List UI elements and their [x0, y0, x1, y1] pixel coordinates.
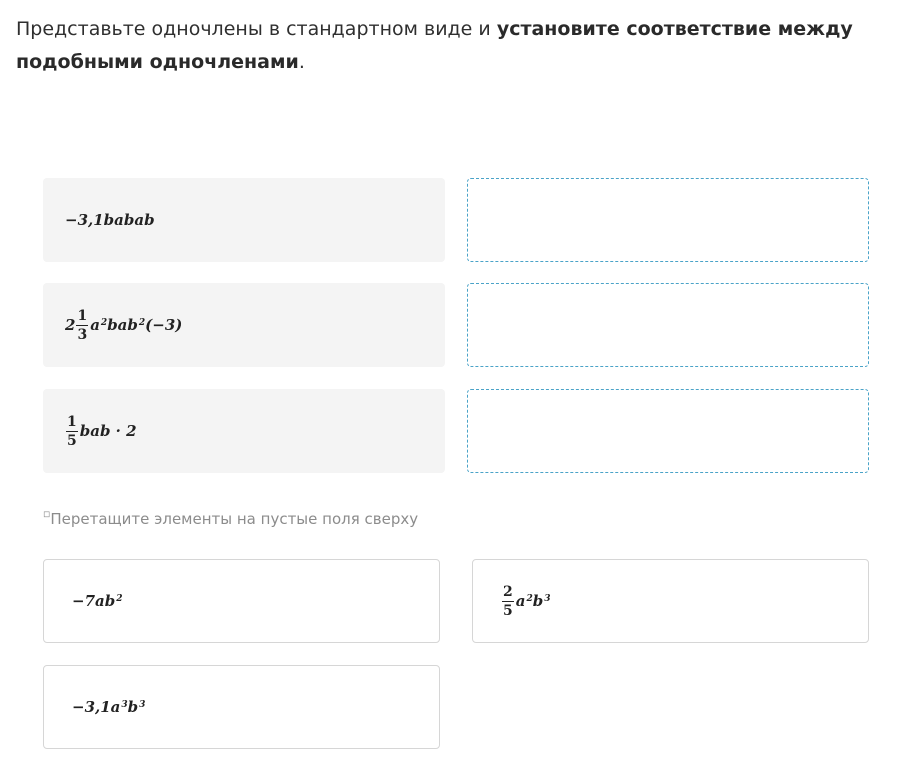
math-expression: −3,1a $^3$ b $^3$ [72, 698, 146, 716]
draggable-option-3[interactable] [43, 665, 440, 749]
math-expression: $\frac{1}{5}$ bab · 2 [67, 413, 137, 449]
drag-hint [43, 510, 418, 528]
task-text-bold: установите соответствие между подобными одночленами [16, 18, 853, 73]
source-expression-2 [43, 283, 445, 367]
fraction: $\frac{2}{5}$ [503, 583, 513, 619]
math-expression: −7ab $^2$ [72, 592, 123, 610]
draggable-option-2[interactable] [472, 559, 869, 643]
hint-text: Перетащите элементы на пустые поля сверху [50, 510, 419, 528]
fraction: $\frac{1}{5}$ [67, 413, 77, 449]
math-expression: $\frac{2}{5}$ a $^2$ b $^3$ [503, 583, 551, 619]
draggable-option-1[interactable] [43, 559, 440, 643]
source-expression-1 [43, 178, 445, 262]
drop-zone-3[interactable] [467, 389, 869, 473]
math-expression: −3,1babab [65, 211, 155, 229]
hint-icon: ◽ [43, 509, 51, 520]
drop-zone-2[interactable] [467, 283, 869, 367]
drop-zone-1[interactable] [467, 178, 869, 262]
task-text: Представьте одночлены в стандартном виде и [16, 18, 497, 40]
fraction: $\frac{1}{3}$ [77, 307, 88, 343]
math-expression: 2 $\frac{1}{3}$ a $^2$ bab $^2$ (−3) [65, 307, 183, 343]
task-text-end: . [298, 51, 305, 73]
task-instruction [16, 13, 876, 79]
source-expression-3 [43, 389, 445, 473]
